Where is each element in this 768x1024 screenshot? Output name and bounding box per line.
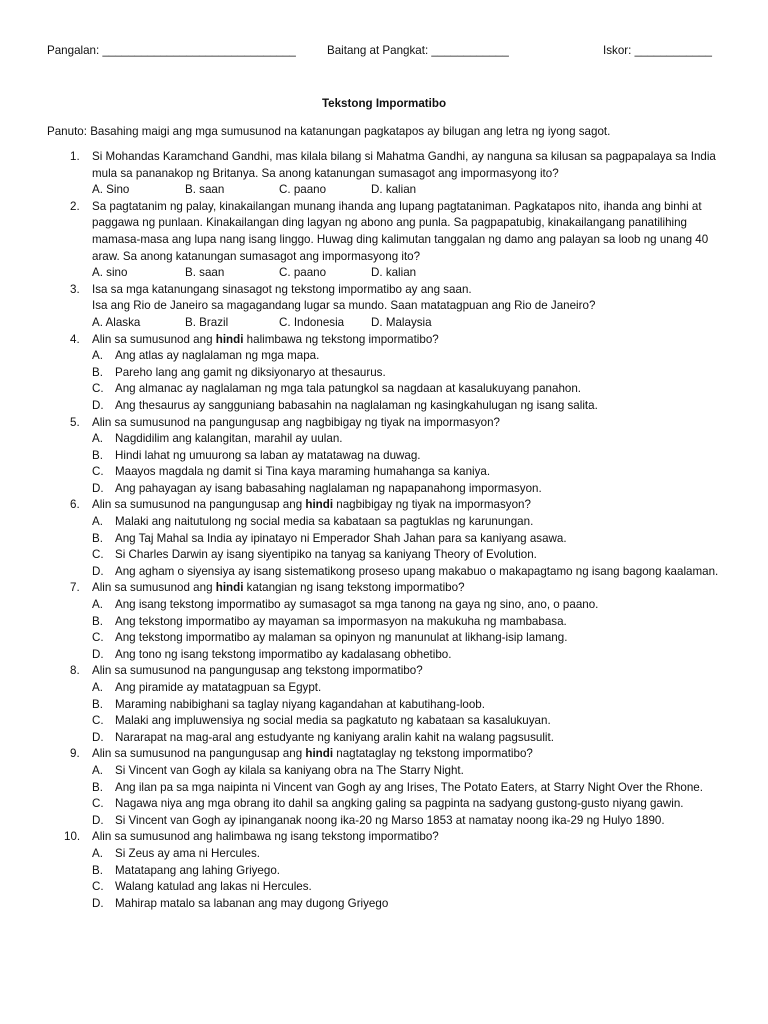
question-10 bbox=[0, 829, 722, 912]
question-text: Alin sa sumusunod na pangungusap ang hindi nagbibigay ng tiyak na impormasyon? bbox=[92, 498, 531, 512]
question-number: 6. bbox=[70, 498, 80, 512]
option-d[interactable]: D. kalian bbox=[371, 183, 417, 197]
question-7 bbox=[0, 580, 722, 663]
option-d[interactable]: D. Ang thesaurus ay sangguniang babasahin na naglalaman ng kasingkahulugan ng isang salita. bbox=[92, 398, 598, 412]
option-d[interactable]: D. Nararapat na mag-aral ang estudyante ng kaniyang aralin kahit na walang pagsusulit. bbox=[92, 730, 554, 744]
option-d[interactable]: D. kalian bbox=[371, 266, 417, 280]
question-number: 2. bbox=[70, 199, 80, 213]
option-b[interactable]: B. Ang ilan pa sa mga naipinta ni Vincent van Gogh ay ang Irises, The Potato Eaters, at Starry Night Over the Rhone. bbox=[92, 780, 703, 794]
question-number: 3. bbox=[70, 282, 80, 296]
option-a[interactable]: A. Sino bbox=[92, 183, 130, 197]
question-text: Isa sa mga katanungang sinasagot ng tekstong impormatibo ay ang saan. bbox=[92, 282, 472, 296]
option-c[interactable]: C. Ang tekstong impormatibo ay malaman sa opinyon ng manunulat at likhang-isip lamang. bbox=[92, 631, 568, 645]
options-row bbox=[92, 182, 722, 199]
question-5 bbox=[0, 415, 722, 498]
option-a[interactable]: A. Si Zeus ay ama ni Hercules. bbox=[92, 846, 260, 860]
question-number: 1. bbox=[70, 150, 80, 163]
question-text: Alin sa sumusunod ang hindi halimbawa ng tekstong impormatibo? bbox=[92, 332, 439, 346]
question-4 bbox=[0, 332, 722, 415]
question-text-2: Isa ang Rio de Janeiro sa magagandang lugar sa mundo. Saan matatagpuan ang Rio de Janeiro? bbox=[92, 299, 596, 313]
document-title: Tekstong Impormatibo bbox=[321, 97, 447, 110]
question-number: 10. bbox=[64, 830, 81, 844]
option-d[interactable]: D. Ang agham o siyensiya ay isang sistematikong proseso upang makabuo o makapagtamo ng isang bagong kaalaman. bbox=[92, 564, 719, 578]
option-b[interactable]: B. saan bbox=[185, 183, 225, 197]
options-row bbox=[92, 265, 722, 282]
question-text: Sa pagtatanim ng palay, kinakailangan munang ihanda ang lupang pagtataniman. Pagkatapos nito, ihanda ang binhi at paggawa ng punlaan. Kinakailangan ding lagyan ng abono ang punla. Sa pagpapatubig, kinakailangang panatilihing mamasa-masa ang lupa nang isang linggo. Huwag ding kalimutan tanggalan ng damo ang palayan sa loob ng unang 40 araw. Sa anong katanungan sumasagot ang impormasyong ito? bbox=[92, 199, 709, 263]
option-c[interactable]: C. Nagawa niya ang mga obrang ito dahil sa angking galing sa pagpinta na sadyang gustong-gusto niyang gawin. bbox=[92, 797, 684, 811]
option-b[interactable]: B. Matatapang ang lahing Griyego. bbox=[92, 863, 281, 877]
option-a[interactable]: A. Ang piramide ay matatagpuan sa Egypt. bbox=[92, 681, 322, 694]
name-field: Pangalan: ______________________________ bbox=[47, 44, 296, 57]
question-number: 4. bbox=[70, 332, 80, 346]
option-a[interactable]: A. Malaki ang naitutulong ng social media sa kabataan sa pagtuklas ng karunungan. bbox=[92, 515, 534, 529]
option-a[interactable]: A. sino bbox=[92, 266, 128, 280]
question-text: Alin sa sumusunod ang hindi katangian ng isang tekstong impormatibo? bbox=[92, 581, 465, 595]
emphasis: hindi bbox=[215, 332, 244, 346]
option-a[interactable]: A. Alaska bbox=[92, 315, 141, 329]
question-8 bbox=[0, 663, 722, 746]
option-c[interactable]: C. paano bbox=[279, 183, 327, 197]
question-text: Alin sa sumusunod ang halimbawa ng isang tekstong impormatibo? bbox=[92, 830, 439, 844]
question-2 bbox=[0, 199, 722, 282]
question-number: 8. bbox=[70, 664, 80, 678]
option-b[interactable]: B. Brazil bbox=[185, 315, 229, 329]
question-number: 9. bbox=[70, 747, 80, 761]
question-number: 5. bbox=[70, 415, 80, 429]
header-fields bbox=[47, 43, 727, 61]
option-d[interactable]: D. Ang pahayagan ay isang babasahing naglalaman ng napapanahong impormasyon. bbox=[92, 481, 542, 495]
option-a[interactable]: A. Nagdidilim ang kalangitan, marahil ay uulan. bbox=[92, 432, 343, 446]
question-text: Alin sa sumusunod na pangungusap ang hindi nagtataglay ng tekstong impormatibo? bbox=[92, 747, 533, 761]
option-b[interactable]: B. Pareho lang ang gamit ng diksiyonaryo at thesaurus. bbox=[92, 365, 386, 379]
option-a[interactable]: A. Si Vincent van Gogh ay kilala sa kaniyang obra na The Starry Night. bbox=[92, 763, 464, 777]
emphasis: hindi bbox=[215, 581, 244, 595]
emphasis: hindi bbox=[305, 747, 334, 761]
option-d[interactable]: D. Si Vincent van Gogh ay ipinanganak noong ika-20 ng Marso 1853 at namatay noong ika-29 ng Hulyo 1890. bbox=[92, 813, 665, 827]
question-number: 7. bbox=[70, 581, 80, 595]
option-b[interactable]: B. Maraming nabibighani sa taglay niyang kagandahan at kabutihang-loob. bbox=[92, 697, 485, 711]
option-c[interactable]: C. Si Charles Darwin ay isang siyentipiko na tanyag sa kaniyang Theory of Evolution. bbox=[92, 548, 537, 562]
question-text: Alin sa sumusunod na pangungusap ang nagbibigay ng tiyak na impormasyon? bbox=[92, 415, 500, 429]
question-text: Si Mohandas Karamchand Gandhi, mas kilala bilang si Mahatma Gandhi, ay nanguna sa kilusan sa pagpapalaya sa India mula sa pananakop ng Britanya. Sa anong katanungan sumasagot ang impormasyong ito? bbox=[92, 150, 716, 180]
option-a[interactable]: A. Ang atlas ay naglalaman ng mga mapa. bbox=[92, 349, 320, 363]
option-c[interactable]: C. Maayos magdala ng damit si Tina kaya maraming humahanga sa kaniya. bbox=[92, 465, 491, 479]
option-a[interactable]: A. Ang isang tekstong impormatibo ay sumasagot sa mga tanong na gaya ng sino, ano, o paano. bbox=[92, 598, 599, 612]
option-d[interactable]: D. Mahirap matalo sa labanan ang may dugong Griyego bbox=[92, 896, 389, 910]
question-9 bbox=[0, 746, 722, 829]
instructions: Panuto: Basahing maigi ang mga sumusunod na katanungan pagkatapos ay bilugan ang letra ng iyong sagot. bbox=[47, 125, 611, 138]
options-row bbox=[92, 315, 722, 332]
score-field: Iskor: ____________ bbox=[603, 44, 712, 57]
question-text: Alin sa sumusunod na pangungusap ang tekstong impormatibo? bbox=[92, 664, 423, 678]
option-c[interactable]: C. Ang almanac ay naglalaman ng mga tala patungkol sa nagdaan at kasalukuyang panahon. bbox=[92, 382, 582, 396]
emphasis: hindi bbox=[305, 498, 334, 512]
option-c[interactable]: C. Malaki ang impluwensiya ng social media sa pagkatuto ng kabataan sa kasalukuyan. bbox=[92, 714, 551, 728]
option-b[interactable]: B. Hindi lahat ng umuurong sa laban ay matatawag na duwag. bbox=[92, 448, 421, 462]
question-1 bbox=[0, 149, 722, 199]
option-d[interactable]: D. Ang tono ng isang tekstong impormatibo ay kadalasang obhetibo. bbox=[92, 647, 452, 661]
option-b[interactable]: B. Ang Taj Mahal sa India ay ipinatayo ni Emperador Shah Jahan para sa kaniyang asawa. bbox=[92, 531, 567, 545]
option-b[interactable]: B. saan bbox=[185, 266, 225, 280]
question-6 bbox=[0, 497, 722, 580]
option-c[interactable]: C. Walang katulad ang lakas ni Hercules. bbox=[92, 880, 312, 894]
question-3 bbox=[0, 282, 722, 332]
option-c[interactable]: C. paano bbox=[279, 266, 327, 280]
option-b[interactable]: B. Ang tekstong impormatibo ay mayaman sa impormasyon na makukuha ng mambabasa. bbox=[92, 614, 567, 628]
option-c[interactable]: C. Indonesia bbox=[279, 315, 345, 329]
questions-list bbox=[0, 149, 768, 912]
grade-section-field: Baitang at Pangkat: ____________ bbox=[327, 44, 509, 57]
option-d[interactable]: D. Malaysia bbox=[371, 315, 432, 329]
